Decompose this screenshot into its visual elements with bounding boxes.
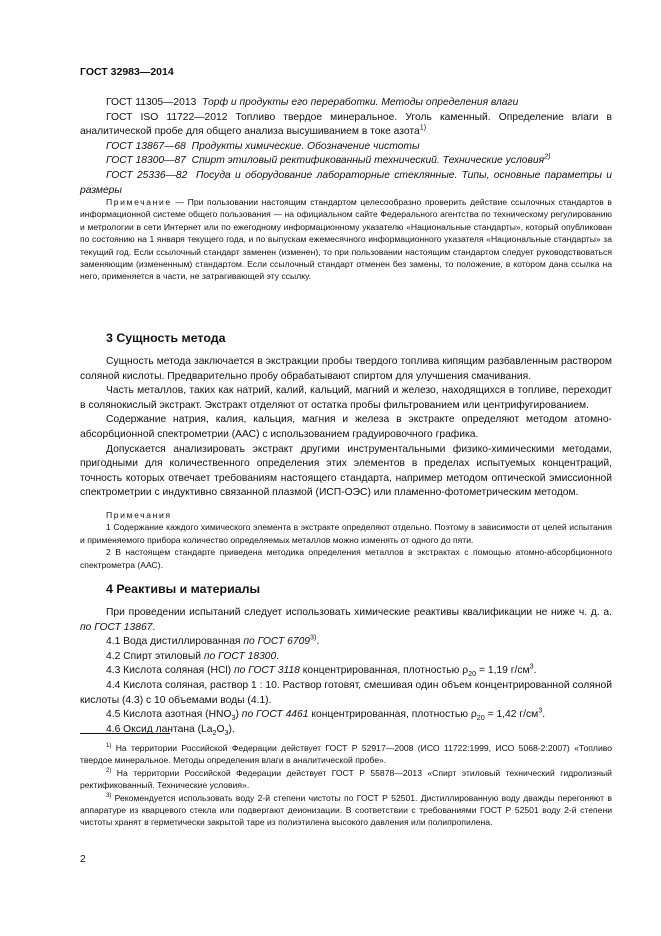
- document-header: ГОСТ 32983—2014: [80, 66, 174, 78]
- superscript: 3: [538, 705, 543, 715]
- text-run: .: [316, 636, 320, 648]
- footnote-marker: 1): [419, 122, 427, 132]
- footnote-marker: 1): [106, 743, 112, 750]
- reference-title: Спирт этиловый ректификованный технический. Технические условия: [191, 155, 545, 167]
- footnote: [80, 767, 612, 792]
- reference-title: Торф и продукты его переработки. Методы определения влаги: [202, 97, 519, 108]
- subscript: 20: [468, 669, 477, 679]
- text-run: = 1,19 г/см: [476, 665, 530, 677]
- text-run: .: [542, 709, 546, 721]
- references-list: [80, 96, 612, 198]
- reference-title: Продукты химические. Обозначение чистоты: [191, 140, 420, 152]
- list-item: [80, 723, 612, 738]
- note-text: — При пользовании настоящим стандартом целесообразно проверить действие ссылочных стандартов в информационной системе общего пользования — на официальном сайте Федерального агентства по техническому регулированию и метрологии в сети Интернет или по ежегодному информационному указателю «Национальные стандарты», который опубликован по состоянию на 1 января текущего года, и по выпускам ежемесячного информационного указателя «Национальные стандарты» за текущий год. Если ссылочный стандарт заменен (изменен), то при пользовании настоящим стандартом следует руководствоваться заменяющим (измененным) стандартом. Если ссылочный стандарт отменен без замены, то положение, в котором дана ссылка на него, применяется в части, не затрагивающей эту ссылку.: [80, 197, 612, 282]
- list-item: 4.4 Кислота соляная, раствор 1 : 10. Раствор готовят, смешивая один объем концентрированной соляной кислоты (4.3) с 10 объемами воды (4.1).: [80, 679, 612, 706]
- text-run: 4.1 Вода дистиллированная: [106, 636, 244, 648]
- notes-label: Примечания: [106, 510, 172, 520]
- superscript: 3: [529, 661, 534, 671]
- text-run: .: [533, 665, 537, 677]
- standard-ref: по ГОСТ 13867: [80, 621, 153, 633]
- text-run: = 1,42 г/см: [484, 709, 539, 721]
- reference-code: ГОСТ 13867—68: [106, 140, 186, 152]
- note-item: 1 Содержание каждого химического элемента в экстракте определяют отдельно. Поэтому в зависимости от целей испытания и применяемого прибора количество определяемых металлов можно изменять от одного до пяти.: [80, 522, 612, 545]
- subscript: 20: [476, 713, 485, 723]
- standard-ref: по ГОСТ 3118: [233, 665, 300, 677]
- reference-code: ГОСТ 18300—87: [106, 155, 186, 167]
- reference-item: [80, 140, 612, 155]
- note-paragraph: [80, 196, 612, 283]
- list-item: [80, 661, 612, 679]
- note-item: 2 В настоящем стандарте приведена методика определения металлов в экстрактах с помощью атомно-абсорбционного спектрометра (ААС).: [80, 547, 612, 570]
- footnote-marker: 2): [544, 151, 551, 161]
- section-heading: 3 Сущность метода: [106, 331, 226, 345]
- footnote-marker: 3): [310, 632, 317, 642]
- text-run: .: [276, 650, 280, 662]
- paragraph: [80, 606, 612, 635]
- subscript: 3: [224, 727, 229, 737]
- list-item: [80, 632, 612, 650]
- paragraph: Допускается анализировать экстракт другими инструментальными физико-химическими методами, пригодными для количественного определения этих элементов в пределах испытуемых концентраций, точность которых отвечает требованиям настоящего стандарта, например методом оптической эмиссионной спектрометрии с индуктивно связанной плазмой (ИСП-ОЭС) или пламенно-фотометрическим методом.: [80, 443, 612, 499]
- note-label: Примечание: [106, 197, 172, 207]
- text-run: 4.6 Оксид лантана (La: [106, 723, 213, 735]
- list-item: [80, 705, 612, 723]
- reference-text: ГОСТ ISO 11722—2012 Топливо твердое минеральное. Уголь каменный. Определение влаги в аналитической пробе для общего анализа высушиванием в токе азота: [80, 111, 612, 138]
- paragraph: Содержание натрия, калия, кальция, магния и железа в экстракте определяют методом атомно-абсорбционной спектрометрии (ААС) с использованием градуировочного графика.: [80, 414, 612, 440]
- footnote: [80, 742, 612, 767]
- footnote-text: На территории Российской Федерации действует ГОСТ Р 55878—2013 «Спирт этиловый технический гидролизный ректификованный. Технические условия».: [80, 767, 612, 791]
- section-4: [80, 581, 612, 737]
- reference-item: [80, 151, 612, 169]
- paragraph: Часть металлов, таких как натрий, калий, кальций, магний и железо, находящихся в топливе, переходит в солянокислый экстракт. Экстракт отделяют от остатка пробы фильтрованием или центрифугированием.: [80, 385, 612, 411]
- text-run: концентрированная, плотностью ρ: [308, 709, 477, 721]
- footnote-text: На территории Российской Федерации действует ГОСТ Р 52917—2008 (ИСО 11722:1999, ИСО 5068-2:2007) «Топливо твердое минеральное. Методы определения влаги в аналитической пробе».: [80, 743, 612, 766]
- footnote-marker: 2): [106, 767, 112, 774]
- section-heading: 4 Реактивы и материалы: [106, 582, 261, 596]
- reference-code: ГОСТ 11305—2013: [106, 97, 197, 108]
- text-run: ): [235, 709, 242, 721]
- text-run: 4.2 Спирт этиловый: [106, 650, 204, 662]
- text-run: 4.3 Кислота соляная (HCl): [106, 665, 234, 677]
- reference-title: Посуда и оборудование лабораторные стеклянные. Типы, основные параметры и размеры: [80, 169, 612, 196]
- text-run: концентрированная, плотностью ρ: [299, 665, 469, 677]
- reference-item: [80, 96, 612, 111]
- footnote-marker: 3): [106, 792, 112, 799]
- footnote-separator: [80, 733, 170, 734]
- subscript: 3: [231, 713, 236, 723]
- reference-item: [80, 169, 612, 198]
- standard-ref: по ГОСТ 4461: [241, 709, 309, 721]
- subscript: 2: [212, 727, 217, 737]
- reference-code: ГОСТ 25336—82: [106, 169, 188, 181]
- footnotes: [80, 742, 612, 829]
- standard-ref: по ГОСТ 6709: [243, 636, 311, 648]
- footnote: [80, 792, 612, 829]
- paragraph: Сущность метода заключается в экстракции пробы твердого топлива кипящим разбавленным раствором соляной кислоты. Предварительно пробу обрабатывают спиртом для улучшения смачивания.: [80, 356, 612, 382]
- page-number: 2: [80, 854, 86, 865]
- footnote-text: Рекомендуется использовать воду 2-й степени чистоты по ГОСТ Р 52501. Дистиллированную воду дважды перегоняют в аппаратуре из кварцевого стекла или подвергают деионизации. В соответствии с требованиями ГОСТ Р 52501 воду 2-й степени чистоты хранят в герметически закрытой таре из полиэтилена высокого давления или полипропилена.: [80, 792, 612, 828]
- reference-item: [80, 111, 612, 140]
- text-run: 4.5 Кислота азотная (HNO: [106, 709, 232, 721]
- text-run: O: [216, 723, 225, 735]
- references-note: [80, 196, 612, 283]
- text-run: .: [152, 621, 156, 633]
- section-3: [80, 330, 612, 501]
- text-run: При проведении испытаний следует использовать химические реактивы квалификации не ниже ч. д. а.: [106, 607, 612, 618]
- text-run: ).: [228, 723, 235, 735]
- standard-ref: по ГОСТ 18300: [203, 650, 277, 662]
- section-3-notes: [80, 509, 612, 571]
